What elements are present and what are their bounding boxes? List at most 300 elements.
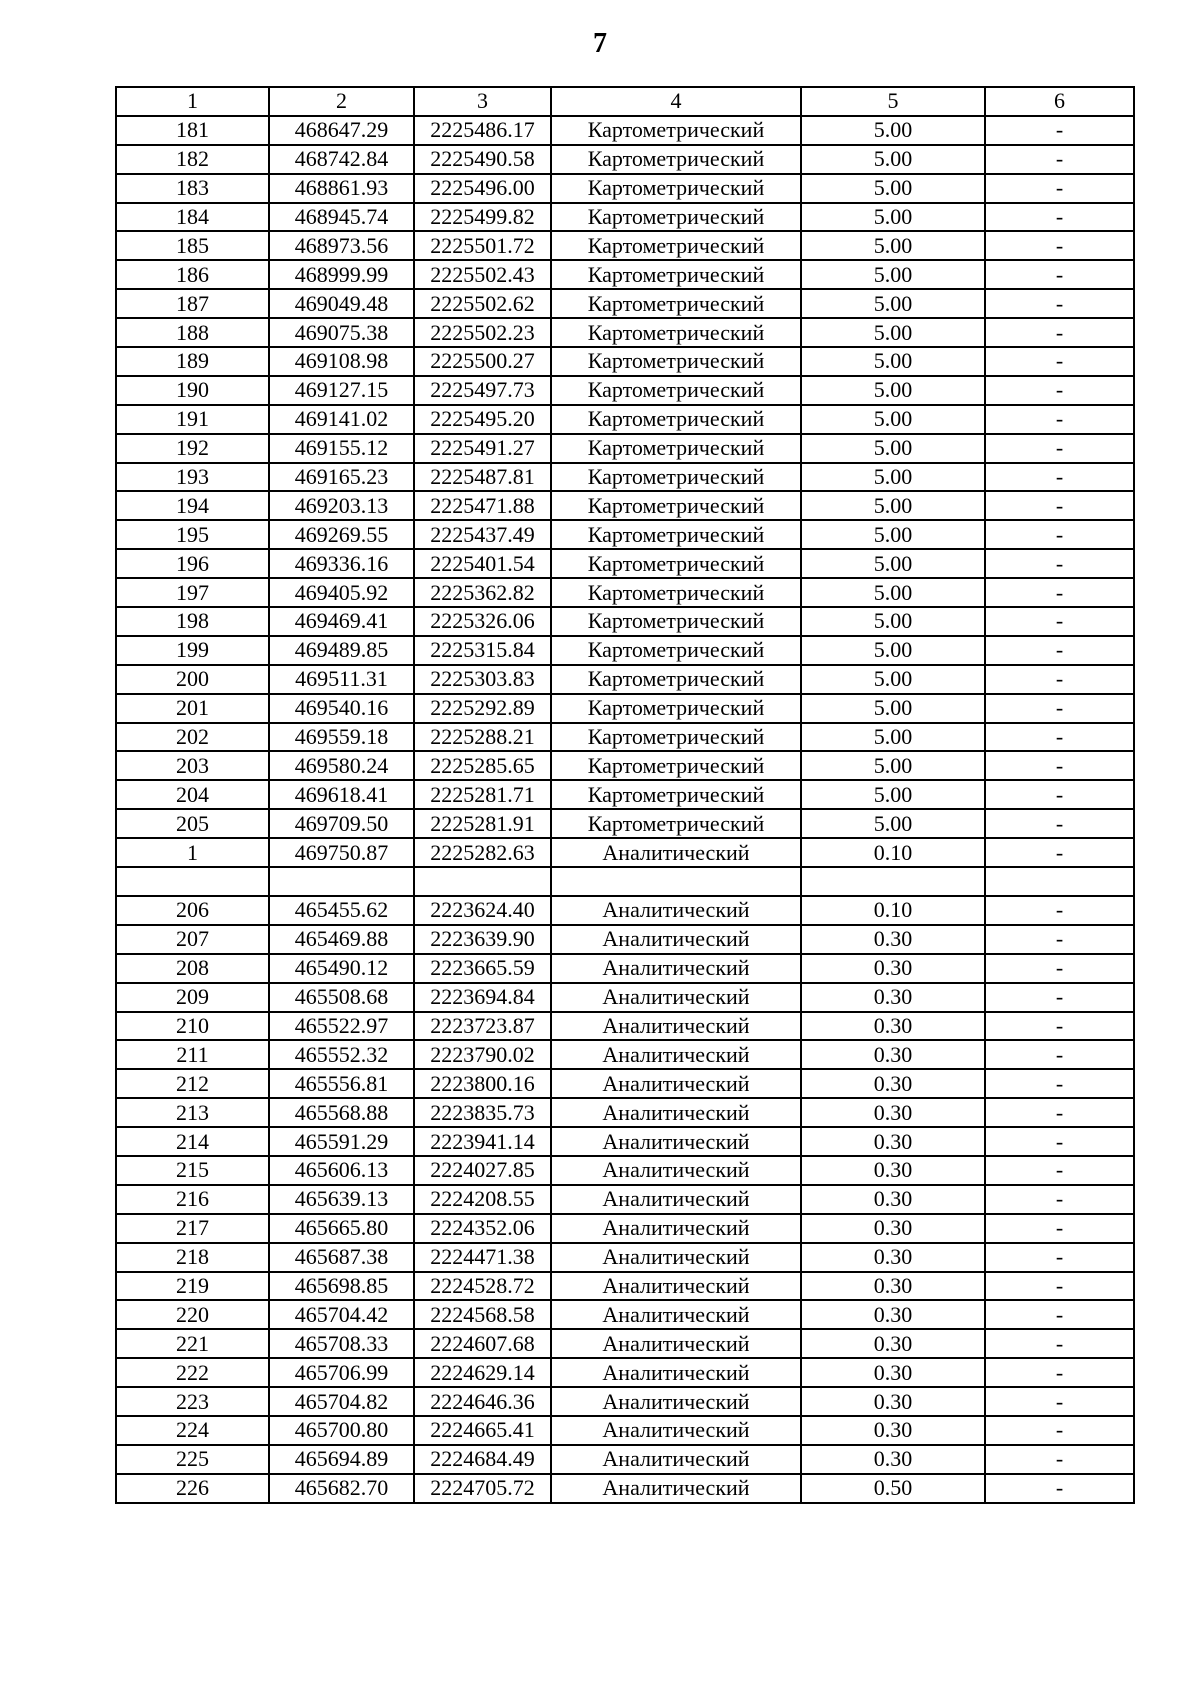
cell-method: Аналитический xyxy=(551,1272,801,1301)
cell-note: - xyxy=(985,1416,1134,1445)
cell-method: Картометрический xyxy=(551,607,801,636)
table-row xyxy=(116,636,1134,665)
cell-method: Картометрический xyxy=(551,347,801,376)
cell-point-number: 203 xyxy=(116,751,269,780)
table-row xyxy=(116,1127,1134,1156)
table-row xyxy=(116,1358,1134,1387)
cell-x-coordinate: 465490.12 xyxy=(269,954,414,983)
table-row xyxy=(116,145,1134,174)
cell-y-coordinate: 2225437.49 xyxy=(414,520,551,549)
cell-y-coordinate: 2223639.90 xyxy=(414,925,551,954)
cell-x-coordinate: 465606.13 xyxy=(269,1156,414,1185)
cell-y-coordinate: 2225499.82 xyxy=(414,203,551,232)
header-cell-col3: 3 xyxy=(414,87,551,116)
cell-point-number: 209 xyxy=(116,983,269,1012)
cell-y-coordinate: 2225401.54 xyxy=(414,549,551,578)
cell-note: - xyxy=(985,751,1134,780)
cell-point-number: 216 xyxy=(116,1185,269,1214)
cell-point-number: 211 xyxy=(116,1040,269,1069)
table-row xyxy=(116,116,1134,145)
cell-method: Картометрический xyxy=(551,260,801,289)
cell-y-coordinate: 2223800.16 xyxy=(414,1069,551,1098)
table-row xyxy=(116,174,1134,203)
cell-method: Картометрический xyxy=(551,318,801,347)
cell-x-coordinate: 465687.38 xyxy=(269,1243,414,1272)
cell-note: - xyxy=(985,520,1134,549)
cell-y-coordinate: 2225471.88 xyxy=(414,491,551,520)
cell-method: Картометрический xyxy=(551,780,801,809)
header-cell-col4: 4 xyxy=(551,87,801,116)
cell-point-number: 193 xyxy=(116,463,269,492)
cell-note: - xyxy=(985,1185,1134,1214)
cell-x-coordinate: 468973.56 xyxy=(269,231,414,260)
cell-point-number: 184 xyxy=(116,203,269,232)
cell-method: Картометрический xyxy=(551,578,801,607)
cell-method: Картометрический xyxy=(551,174,801,203)
cell-accuracy: 5.00 xyxy=(801,289,985,318)
cell-accuracy: 0.30 xyxy=(801,1214,985,1243)
table-row xyxy=(116,665,1134,694)
cell-point-number: 219 xyxy=(116,1272,269,1301)
cell-y-coordinate: 2225502.62 xyxy=(414,289,551,318)
cell-note: - xyxy=(985,578,1134,607)
cell-y-coordinate: 2225502.23 xyxy=(414,318,551,347)
cell-accuracy: 5.00 xyxy=(801,463,985,492)
cell-note: - xyxy=(985,1474,1134,1503)
cell-x-coordinate: 465591.29 xyxy=(269,1127,414,1156)
cell-y-coordinate: 2223624.40 xyxy=(414,896,551,925)
cell-y-coordinate: 2225491.27 xyxy=(414,434,551,463)
cell-x-coordinate: 469127.15 xyxy=(269,376,414,405)
cell-method: Аналитический xyxy=(551,1214,801,1243)
table-row xyxy=(116,751,1134,780)
cell-point-number xyxy=(116,867,269,896)
cell-note: - xyxy=(985,925,1134,954)
cell-note: - xyxy=(985,1127,1134,1156)
cell-x-coordinate: 469540.16 xyxy=(269,694,414,723)
cell-method: Картометрический xyxy=(551,723,801,752)
cell-note: - xyxy=(985,838,1134,867)
table-row xyxy=(116,723,1134,752)
cell-point-number: 206 xyxy=(116,896,269,925)
cell-accuracy: 0.30 xyxy=(801,1445,985,1474)
cell-accuracy: 0.30 xyxy=(801,1358,985,1387)
cell-point-number: 191 xyxy=(116,405,269,434)
cell-y-coordinate: 2225497.73 xyxy=(414,376,551,405)
cell-accuracy: 5.00 xyxy=(801,665,985,694)
cell-point-number: 189 xyxy=(116,347,269,376)
cell-x-coordinate: 465568.88 xyxy=(269,1098,414,1127)
cell-x-coordinate: 469108.98 xyxy=(269,347,414,376)
table-row xyxy=(116,520,1134,549)
cell-point-number: 188 xyxy=(116,318,269,347)
cell-y-coordinate: 2224528.72 xyxy=(414,1272,551,1301)
cell-y-coordinate xyxy=(414,867,551,896)
cell-x-coordinate: 468647.29 xyxy=(269,116,414,145)
table-row xyxy=(116,1156,1134,1185)
cell-y-coordinate: 2224684.49 xyxy=(414,1445,551,1474)
cell-x-coordinate xyxy=(269,867,414,896)
cell-accuracy: 5.00 xyxy=(801,231,985,260)
cell-accuracy: 5.00 xyxy=(801,405,985,434)
cell-accuracy: 5.00 xyxy=(801,145,985,174)
cell-point-number: 212 xyxy=(116,1069,269,1098)
cell-point-number: 208 xyxy=(116,954,269,983)
table-row xyxy=(116,838,1134,867)
cell-note: - xyxy=(985,145,1134,174)
table-row xyxy=(116,1243,1134,1272)
cell-x-coordinate: 465469.88 xyxy=(269,925,414,954)
cell-point-number: 183 xyxy=(116,174,269,203)
cell-x-coordinate: 469049.48 xyxy=(269,289,414,318)
cell-x-coordinate: 465694.89 xyxy=(269,1445,414,1474)
cell-accuracy: 0.30 xyxy=(801,1012,985,1041)
cell-note: - xyxy=(985,1069,1134,1098)
cell-note: - xyxy=(985,1300,1134,1329)
cell-accuracy: 5.00 xyxy=(801,203,985,232)
cell-note: - xyxy=(985,896,1134,925)
cell-method: Аналитический xyxy=(551,1329,801,1358)
cell-x-coordinate: 469141.02 xyxy=(269,405,414,434)
cell-accuracy: 5.00 xyxy=(801,434,985,463)
cell-x-coordinate: 465455.62 xyxy=(269,896,414,925)
cell-accuracy: 0.30 xyxy=(801,1040,985,1069)
cell-method: Картометрический xyxy=(551,694,801,723)
cell-x-coordinate: 465698.85 xyxy=(269,1272,414,1301)
table-row xyxy=(116,925,1134,954)
cell-note: - xyxy=(985,463,1134,492)
table-row xyxy=(116,1185,1134,1214)
cell-y-coordinate: 2224665.41 xyxy=(414,1416,551,1445)
cell-point-number: 205 xyxy=(116,809,269,838)
cell-note: - xyxy=(985,983,1134,1012)
cell-method: Аналитический xyxy=(551,983,801,1012)
cell-point-number: 221 xyxy=(116,1329,269,1358)
table-row xyxy=(116,1329,1134,1358)
cell-note: - xyxy=(985,1445,1134,1474)
cell-point-number: 181 xyxy=(116,116,269,145)
cell-x-coordinate: 465552.32 xyxy=(269,1040,414,1069)
table-row xyxy=(116,376,1134,405)
table-row xyxy=(116,1300,1134,1329)
cell-point-number: 197 xyxy=(116,578,269,607)
cell-accuracy: 5.00 xyxy=(801,491,985,520)
cell-method: Картометрический xyxy=(551,463,801,492)
cell-y-coordinate: 2225292.89 xyxy=(414,694,551,723)
cell-x-coordinate: 469075.38 xyxy=(269,318,414,347)
cell-accuracy: 0.50 xyxy=(801,1474,985,1503)
cell-y-coordinate: 2225490.58 xyxy=(414,145,551,174)
cell-y-coordinate: 2225288.21 xyxy=(414,723,551,752)
cell-x-coordinate: 469405.92 xyxy=(269,578,414,607)
table-row xyxy=(116,203,1134,232)
cell-note: - xyxy=(985,665,1134,694)
cell-note: - xyxy=(985,1156,1134,1185)
cell-y-coordinate: 2225500.27 xyxy=(414,347,551,376)
cell-x-coordinate: 465508.68 xyxy=(269,983,414,1012)
cell-method: Аналитический xyxy=(551,1300,801,1329)
header-cell-col6: 6 xyxy=(985,87,1134,116)
cell-x-coordinate: 469469.41 xyxy=(269,607,414,636)
cell-note: - xyxy=(985,723,1134,752)
cell-point-number: 195 xyxy=(116,520,269,549)
cell-accuracy: 5.00 xyxy=(801,751,985,780)
cell-point-number: 217 xyxy=(116,1214,269,1243)
cell-accuracy: 5.00 xyxy=(801,607,985,636)
cell-x-coordinate: 469559.18 xyxy=(269,723,414,752)
cell-point-number: 196 xyxy=(116,549,269,578)
table-row xyxy=(116,1012,1134,1041)
table-row xyxy=(116,1416,1134,1445)
cell-accuracy: 5.00 xyxy=(801,578,985,607)
cell-y-coordinate: 2225487.81 xyxy=(414,463,551,492)
cell-x-coordinate: 469155.12 xyxy=(269,434,414,463)
cell-point-number: 215 xyxy=(116,1156,269,1185)
cell-x-coordinate: 465682.70 xyxy=(269,1474,414,1503)
cell-note: - xyxy=(985,318,1134,347)
cell-note: - xyxy=(985,1358,1134,1387)
cell-method: Картометрический xyxy=(551,665,801,694)
cell-accuracy: 5.00 xyxy=(801,723,985,752)
cell-method: Картометрический xyxy=(551,405,801,434)
cell-accuracy: 0.10 xyxy=(801,896,985,925)
cell-x-coordinate: 469203.13 xyxy=(269,491,414,520)
cell-note: - xyxy=(985,954,1134,983)
cell-point-number: 198 xyxy=(116,607,269,636)
cell-accuracy: 0.30 xyxy=(801,1416,985,1445)
table-row xyxy=(116,983,1134,1012)
cell-method: Аналитический xyxy=(551,925,801,954)
cell-method: Аналитический xyxy=(551,1416,801,1445)
cell-y-coordinate: 2225303.83 xyxy=(414,665,551,694)
table-row xyxy=(116,318,1134,347)
table-row xyxy=(116,231,1134,260)
cell-point-number: 199 xyxy=(116,636,269,665)
cell-y-coordinate: 2224471.38 xyxy=(414,1243,551,1272)
table-row xyxy=(116,1040,1134,1069)
cell-y-coordinate: 2223723.87 xyxy=(414,1012,551,1041)
cell-y-coordinate: 2223665.59 xyxy=(414,954,551,983)
cell-point-number: 187 xyxy=(116,289,269,318)
table-header xyxy=(116,87,1134,116)
table-row xyxy=(116,780,1134,809)
cell-point-number: 190 xyxy=(116,376,269,405)
cell-note: - xyxy=(985,174,1134,203)
cell-x-coordinate: 465706.99 xyxy=(269,1358,414,1387)
cell-y-coordinate: 2223790.02 xyxy=(414,1040,551,1069)
cell-y-coordinate: 2225501.72 xyxy=(414,231,551,260)
cell-y-coordinate: 2224607.68 xyxy=(414,1329,551,1358)
cell-point-number: 207 xyxy=(116,925,269,954)
header-cell-col2: 2 xyxy=(269,87,414,116)
cell-method: Картометрический xyxy=(551,434,801,463)
table-row xyxy=(116,809,1134,838)
cell-note: - xyxy=(985,1098,1134,1127)
cell-accuracy: 5.00 xyxy=(801,347,985,376)
cell-note: - xyxy=(985,203,1134,232)
cell-y-coordinate: 2225496.00 xyxy=(414,174,551,203)
header-cell-col1: 1 xyxy=(116,87,269,116)
cell-note: - xyxy=(985,1012,1134,1041)
cell-note: - xyxy=(985,1387,1134,1416)
cell-y-coordinate: 2225486.17 xyxy=(414,116,551,145)
cell-accuracy: 5.00 xyxy=(801,809,985,838)
cell-accuracy: 0.30 xyxy=(801,1098,985,1127)
coordinates-table xyxy=(115,86,1135,1504)
cell-y-coordinate: 2224705.72 xyxy=(414,1474,551,1503)
cell-note: - xyxy=(985,376,1134,405)
cell-note: - xyxy=(985,289,1134,318)
cell-note xyxy=(985,867,1134,896)
cell-accuracy: 0.30 xyxy=(801,954,985,983)
cell-y-coordinate: 2223941.14 xyxy=(414,1127,551,1156)
table-row xyxy=(116,1098,1134,1127)
cell-method: Картометрический xyxy=(551,520,801,549)
cell-y-coordinate: 2223694.84 xyxy=(414,983,551,1012)
cell-method: Аналитический xyxy=(551,1040,801,1069)
cell-y-coordinate: 2225282.63 xyxy=(414,838,551,867)
cell-method: Картометрический xyxy=(551,809,801,838)
cell-accuracy: 0.30 xyxy=(801,1185,985,1214)
cell-y-coordinate: 2225315.84 xyxy=(414,636,551,665)
cell-x-coordinate: 469165.23 xyxy=(269,463,414,492)
table-row xyxy=(116,578,1134,607)
cell-accuracy: 5.00 xyxy=(801,116,985,145)
cell-method: Аналитический xyxy=(551,1012,801,1041)
table-row xyxy=(116,1445,1134,1474)
cell-accuracy: 0.30 xyxy=(801,1329,985,1358)
header-cell-col5: 5 xyxy=(801,87,985,116)
cell-y-coordinate: 2224027.85 xyxy=(414,1156,551,1185)
cell-accuracy: 0.30 xyxy=(801,925,985,954)
cell-accuracy: 5.00 xyxy=(801,636,985,665)
cell-point-number: 182 xyxy=(116,145,269,174)
cell-method: Аналитический xyxy=(551,1243,801,1272)
cell-method: Аналитический xyxy=(551,1474,801,1503)
cell-point-number: 192 xyxy=(116,434,269,463)
cell-x-coordinate: 469511.31 xyxy=(269,665,414,694)
cell-point-number: 200 xyxy=(116,665,269,694)
cell-point-number: 194 xyxy=(116,491,269,520)
cell-accuracy: 0.30 xyxy=(801,983,985,1012)
cell-x-coordinate: 465639.13 xyxy=(269,1185,414,1214)
cell-method: Аналитический xyxy=(551,838,801,867)
table-row xyxy=(116,867,1134,896)
cell-x-coordinate: 468945.74 xyxy=(269,203,414,232)
table-row xyxy=(116,1387,1134,1416)
cell-method: Картометрический xyxy=(551,549,801,578)
table-row xyxy=(116,1474,1134,1503)
table-row xyxy=(116,289,1134,318)
cell-accuracy: 5.00 xyxy=(801,318,985,347)
cell-method: Аналитический xyxy=(551,1358,801,1387)
cell-x-coordinate: 468742.84 xyxy=(269,145,414,174)
cell-y-coordinate: 2225285.65 xyxy=(414,751,551,780)
cell-note: - xyxy=(985,1214,1134,1243)
cell-accuracy: 0.30 xyxy=(801,1300,985,1329)
cell-note: - xyxy=(985,780,1134,809)
cell-x-coordinate: 465704.82 xyxy=(269,1387,414,1416)
table-row xyxy=(116,1272,1134,1301)
cell-point-number: 220 xyxy=(116,1300,269,1329)
page-number: 7 xyxy=(593,28,607,59)
cell-point-number: 224 xyxy=(116,1416,269,1445)
cell-point-number: 202 xyxy=(116,723,269,752)
cell-method: Картометрический xyxy=(551,231,801,260)
cell-accuracy: 0.30 xyxy=(801,1156,985,1185)
table-row xyxy=(116,260,1134,289)
cell-method: Аналитический xyxy=(551,954,801,983)
cell-note: - xyxy=(985,231,1134,260)
cell-x-coordinate: 469709.50 xyxy=(269,809,414,838)
cell-point-number: 186 xyxy=(116,260,269,289)
cell-point-number: 204 xyxy=(116,780,269,809)
cell-x-coordinate: 468861.93 xyxy=(269,174,414,203)
table-row xyxy=(116,694,1134,723)
cell-accuracy: 0.30 xyxy=(801,1127,985,1156)
cell-y-coordinate: 2225281.71 xyxy=(414,780,551,809)
cell-y-coordinate: 2223835.73 xyxy=(414,1098,551,1127)
cell-method: Аналитический xyxy=(551,1387,801,1416)
cell-point-number: 223 xyxy=(116,1387,269,1416)
cell-accuracy: 5.00 xyxy=(801,549,985,578)
cell-method: Картометрический xyxy=(551,636,801,665)
cell-point-number: 210 xyxy=(116,1012,269,1041)
cell-x-coordinate: 465556.81 xyxy=(269,1069,414,1098)
cell-x-coordinate: 465708.33 xyxy=(269,1329,414,1358)
cell-method: Картометрический xyxy=(551,203,801,232)
cell-method: Аналитический xyxy=(551,1069,801,1098)
cell-note: - xyxy=(985,347,1134,376)
cell-y-coordinate: 2224646.36 xyxy=(414,1387,551,1416)
cell-point-number: 185 xyxy=(116,231,269,260)
cell-x-coordinate: 469489.85 xyxy=(269,636,414,665)
cell-point-number: 201 xyxy=(116,694,269,723)
cell-accuracy: 5.00 xyxy=(801,520,985,549)
cell-y-coordinate: 2225326.06 xyxy=(414,607,551,636)
cell-note: - xyxy=(985,636,1134,665)
cell-note: - xyxy=(985,607,1134,636)
cell-method xyxy=(551,867,801,896)
cell-method: Аналитический xyxy=(551,1445,801,1474)
cell-point-number: 222 xyxy=(116,1358,269,1387)
table-row xyxy=(116,491,1134,520)
cell-accuracy: 5.00 xyxy=(801,780,985,809)
cell-x-coordinate: 468999.99 xyxy=(269,260,414,289)
cell-y-coordinate: 2224568.58 xyxy=(414,1300,551,1329)
cell-y-coordinate: 2225502.43 xyxy=(414,260,551,289)
cell-note: - xyxy=(985,405,1134,434)
cell-x-coordinate: 469580.24 xyxy=(269,751,414,780)
table-row xyxy=(116,549,1134,578)
cell-method: Картометрический xyxy=(551,289,801,318)
table-row xyxy=(116,434,1134,463)
cell-accuracy xyxy=(801,867,985,896)
cell-method: Аналитический xyxy=(551,1156,801,1185)
cell-y-coordinate: 2224352.06 xyxy=(414,1214,551,1243)
cell-point-number: 218 xyxy=(116,1243,269,1272)
cell-method: Картометрический xyxy=(551,116,801,145)
cell-note: - xyxy=(985,1329,1134,1358)
table-row xyxy=(116,463,1134,492)
cell-method: Аналитический xyxy=(551,1185,801,1214)
cell-method: Аналитический xyxy=(551,1098,801,1127)
cell-x-coordinate: 465704.42 xyxy=(269,1300,414,1329)
table-row xyxy=(116,896,1134,925)
table-row xyxy=(116,954,1134,983)
cell-point-number: 225 xyxy=(116,1445,269,1474)
cell-x-coordinate: 469336.16 xyxy=(269,549,414,578)
